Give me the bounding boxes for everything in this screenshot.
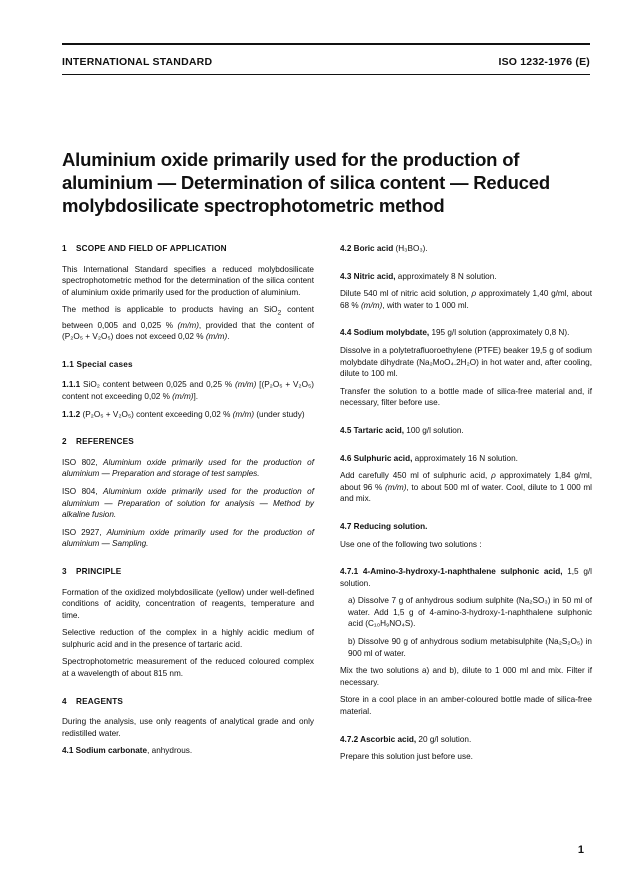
section-4-heading: 4 REAGENTS xyxy=(62,696,124,706)
section-1-1-1: 1.1.1 SiO₂ content between 0,025 and 0,25 % (m/m) [(P₂O₅ + V₂O₅) content not exceeding 0,02 % (m/m)]. xyxy=(62,380,314,401)
reference-iso-804: ISO 804, Aluminium oxide primarily used for the production of aluminium — Preparation of solution for analysis — Method by alkaline fusion. xyxy=(62,486,315,520)
section-1-1-heading: 1.1 Special cases xyxy=(62,359,133,369)
section-4-4-para-2: Transfer the solution to a bottle made of silica-free material and, if necessary, filter before use. xyxy=(340,386,592,408)
section-1-1-2: 1.1.2 (P₂O₅ + V₂O₅) content exceeding 0,02 % (m/m) (under study) xyxy=(62,409,305,419)
section-4-2: 4.2 Boric acid (H₃BO₃). xyxy=(340,244,428,253)
section-4-1: 4.1 Sodium carbonate, anhydrous. xyxy=(62,746,193,756)
top-rule xyxy=(62,43,590,45)
section-1-para-2: The method is applicable to products having an SiO$_2$ content between 0,005 and 0,025 % (m/m), provided that the content of (P₂O₅ + V₂O₅) does not exceed 0,02 % (m/m). xyxy=(62,305,314,342)
section-4-4: 4.4 Sodium molybdate, 195 g/l solution (approximately 0,8 N). xyxy=(340,328,570,338)
section-3-para-3: Spectrophotometric measurement of the reduced coloured complex at a wavelength of about 815 nm. xyxy=(62,657,314,679)
reference-iso-2927: ISO 2927, Aluminium oxide primarily used for the production of aluminium — Sampling. xyxy=(62,527,314,549)
page-header xyxy=(62,56,590,70)
section-4-7-2: 4.7.2 Ascorbic acid, 20 g/l solution. xyxy=(340,734,472,744)
section-4-5: 4.5 Tartaric acid, 100 g/l solution. xyxy=(340,425,464,435)
section-4-para-1: During the analysis, use only reagents of analytical grade and only redistilled water. xyxy=(62,717,314,738)
section-3-para-2: Selective reduction of the complex in a highly acidic medium of sulphuric acid and in the presence of tartaric acid. xyxy=(62,628,314,649)
section-4-7-2-para: Prepare this solution just before use. xyxy=(340,752,473,762)
right-column xyxy=(340,243,592,769)
section-3-para-1: Formation of the oxidized molybdosilicate (yellow) under well-defined conditions of acidity, concentration of reagents, temperature and time. xyxy=(62,587,314,620)
page-number: 1 xyxy=(577,844,584,856)
header-rule xyxy=(62,74,590,75)
section-1-para-1: This International Standard specifies a reduced molybdosilicate spectrophotometric method for the determination of the silica content of aluminium oxide primarily used for the production of aluminium. xyxy=(62,264,314,297)
section-4-3-para: Dilute 540 ml of nitric acid solution, ρ approximately 1,40 g/ml, about 68 % (m/m), with water to 1 000 ml. xyxy=(340,289,592,310)
section-4-7-1-mix: Mix the two solutions a) and b), dilute to 1 000 ml and mix. Filter if necessary. xyxy=(340,666,592,687)
section-4-6-para: Add carefully 450 ml of sulphuric acid, ρ approximately 1,84 g/ml, about 96 % (m/m), to about 500 ml of water. Cool, dilute to 1 000 ml and mix. xyxy=(340,471,593,504)
left-column xyxy=(62,243,314,763)
section-4-4-para-1: Dissolve in a polytetrafluoroethylene (PTFE) beaker 19,5 g of sodium molybdate dihydrate (Na₂MoO₄.2H₂O) in hot water and, after cooling, dilute to 100 ml. xyxy=(340,345,592,379)
header-standard-number: ISO 1232-1976 (E) xyxy=(498,56,590,68)
reference-iso-802: ISO 802, Aluminium oxide primarily used for the production of aluminium — Preparation and storage of test samples. xyxy=(62,457,315,479)
document-title: Aluminium oxide primarily used for the production of aluminium — Determination of silica content — Reduced molybdosilicate spectrophotometric method xyxy=(62,149,550,216)
section-4-7-1-a: a) Dissolve 7 g of anhydrous sodium sulphite (Na₂SO₃) in 50 ml of water. Add 1,5 g of 4-amino-3-hydroxy-1-naphthalene sulphonic acid (C₁₀H₉NO₄S). xyxy=(348,596,592,629)
section-4-6: 4.6 Sulphuric acid, approximately 16 N solution. xyxy=(340,453,518,463)
section-4-7-1-store: Store in a cool place in an amber-coloured bottle made of silica-free material. xyxy=(340,695,592,717)
header-standard-label: INTERNATIONAL STANDARD xyxy=(62,56,213,68)
section-4-7-1-b: b) Dissolve 90 g of anhydrous sodium metabisulphite (Na₂S₂O₅) in 900 ml of water. xyxy=(348,637,592,658)
section-4-7-para: Use one of the following two solutions : xyxy=(340,539,482,549)
section-3-heading: 3 PRINCIPLE xyxy=(62,566,122,576)
section-1-heading: 1 SCOPE AND FIELD OF APPLICATION xyxy=(62,244,227,253)
section-4-7-1: 4.7.1 4-Amino-3-hydroxy-1-naphthalene sulphonic acid, 1,5 g/l solution. xyxy=(340,567,592,588)
section-2-heading: 2 REFERENCES xyxy=(62,437,134,447)
section-4-7: 4.7 Reducing solution. xyxy=(340,521,428,531)
section-4-3: 4.3 Nitric acid, approximately 8 N solution. xyxy=(340,271,497,281)
